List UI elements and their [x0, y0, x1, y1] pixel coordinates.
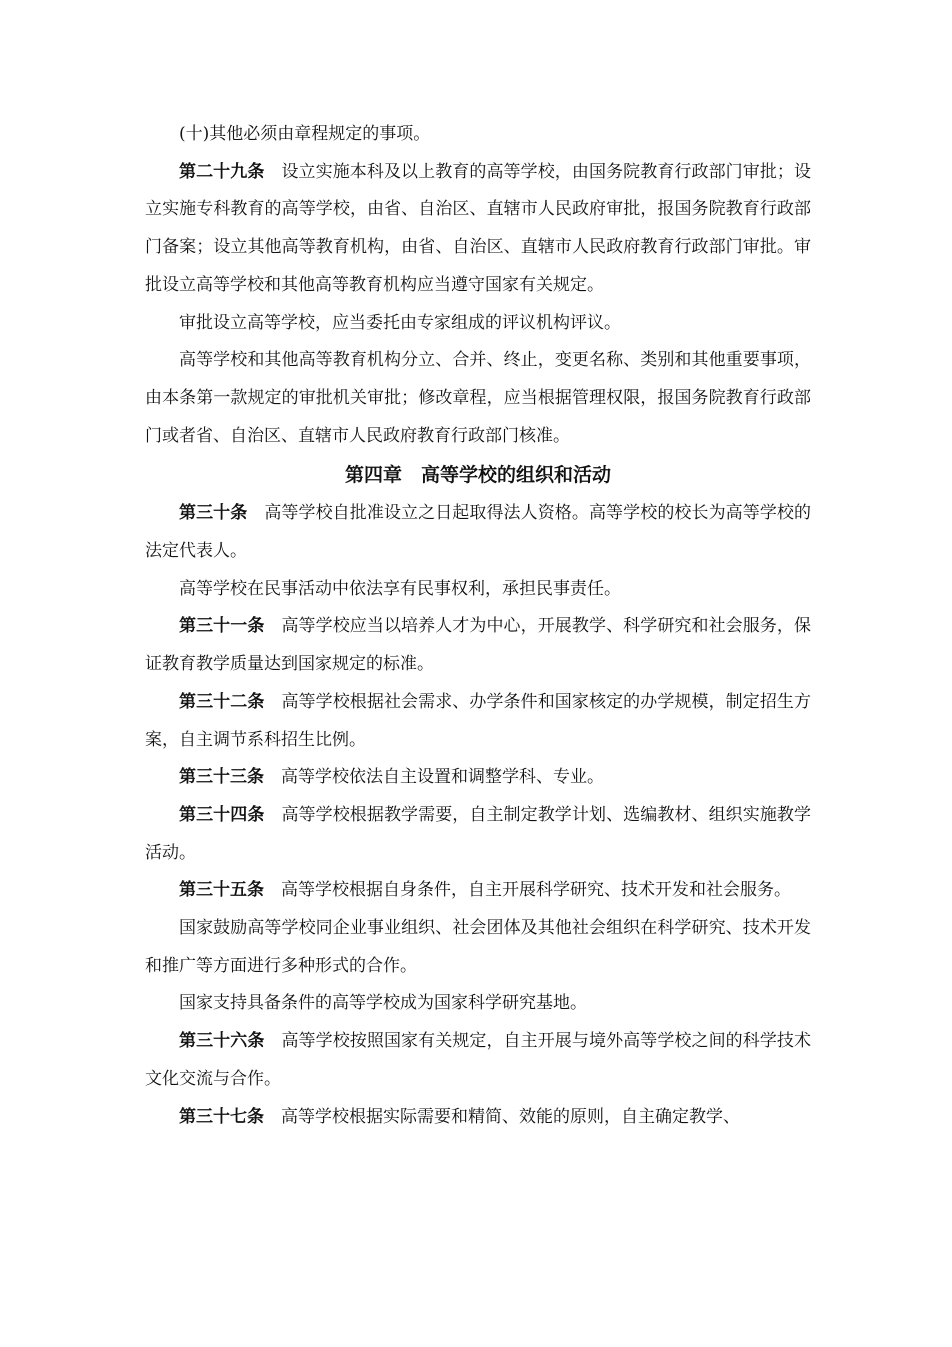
paragraph [145, 910, 811, 985]
article-number: 第三十五条 [179, 880, 264, 901]
article-35 [145, 872, 811, 910]
article-text: 设立实施本科及以上教育的高等学校，由国务院教育行政部门审批；设立实施专科教育的高等学校，由省、自治区、直辖市人民政府审批，报国务院教育行政部门备案；设立其他高等教育机构，由省、自治区、直辖市人民政府教育行政部门审批。审批设立高等学校和其他高等教育机构应当遵守国家有关规定。 [145, 161, 812, 295]
article-text: 高等学校按照国家有关规定，自主开展与境外高等学校之间的科学技术文化交流与合作。 [145, 1031, 812, 1089]
paragraph [145, 342, 811, 455]
paragraph-text: 高等学校和其他高等教育机构分立、合并、终止，变更名称、类别和其他重要事项，由本条第一款规定的审批机关审批；修改章程，应当根据管理权限，报国务院教育行政部门或者省、自治区、直辖市人民政府教育行政部门核准。 [145, 350, 811, 446]
article-text: 高等学校应当以培养人才为中心，开展教学、科学研究和社会服务，保证教育教学质量达到国家规定的标准。 [145, 616, 812, 675]
article-number: 第三十条 [179, 503, 248, 524]
article-number: 第三十四条 [179, 804, 265, 825]
article-31 [145, 608, 811, 683]
paragraph-text: 高等学校在民事活动中依法享有民事权利，承担民事责任。 [179, 578, 621, 599]
document-page [145, 116, 811, 1136]
article-text: 高等学校依法自主设置和调整学科、专业。 [281, 767, 604, 788]
chapter-heading [145, 455, 811, 495]
article-33 [145, 759, 811, 797]
article-text: 高等学校根据实际需要和精简、效能的原则，自主确定教学、 [281, 1106, 740, 1127]
paragraph-text: 国家支持具备条件的高等学校成为国家科学研究基地。 [179, 993, 587, 1014]
article-number: 第三十一条 [179, 616, 265, 637]
article-text: 高等学校根据教学需要，自主制定教学计划、选编教材、组织实施教学活动。 [145, 804, 812, 863]
article-36 [145, 1023, 811, 1098]
article-number: 第二十九条 [179, 161, 265, 182]
article-text: 高等学校自批准设立之日起取得法人资格。高等学校的校长为高等学校的法定代表人。 [145, 503, 811, 562]
article-number: 第三十二条 [179, 691, 265, 712]
paragraph-text: 审批设立高等学校，应当委托由专家组成的评议机构评议。 [179, 312, 621, 333]
article-number: 第三十七条 [179, 1106, 264, 1127]
paragraph-text: (十)其他必须由章程规定的事项。 [179, 124, 431, 144]
article-number: 第三十六条 [179, 1031, 265, 1052]
paragraph [145, 305, 811, 343]
paragraph [145, 985, 811, 1023]
article-29 [145, 154, 811, 305]
chapter-title: 高等学校的组织和活动 [421, 464, 612, 487]
paragraph-text: 国家鼓励高等学校同企业事业组织、社会团体及其他社会组织在科学研究、技术开发和推广等方面进行多种形式的合作。 [145, 918, 811, 976]
paragraph [145, 571, 811, 609]
article-32 [145, 684, 811, 759]
article-text: 高等学校根据社会需求、办学条件和国家核定的办学规模，制定招生方案，自主调节系科招生比例。 [145, 691, 812, 750]
article-text: 高等学校根据自身条件，自主开展科学研究、技术开发和社会服务。 [281, 880, 791, 901]
article-37 [145, 1099, 811, 1137]
chapter-number: 第四章 [344, 464, 402, 487]
paragraph [145, 116, 811, 154]
article-number: 第三十三条 [179, 767, 264, 788]
article-34 [145, 797, 811, 872]
article-30 [145, 495, 811, 570]
